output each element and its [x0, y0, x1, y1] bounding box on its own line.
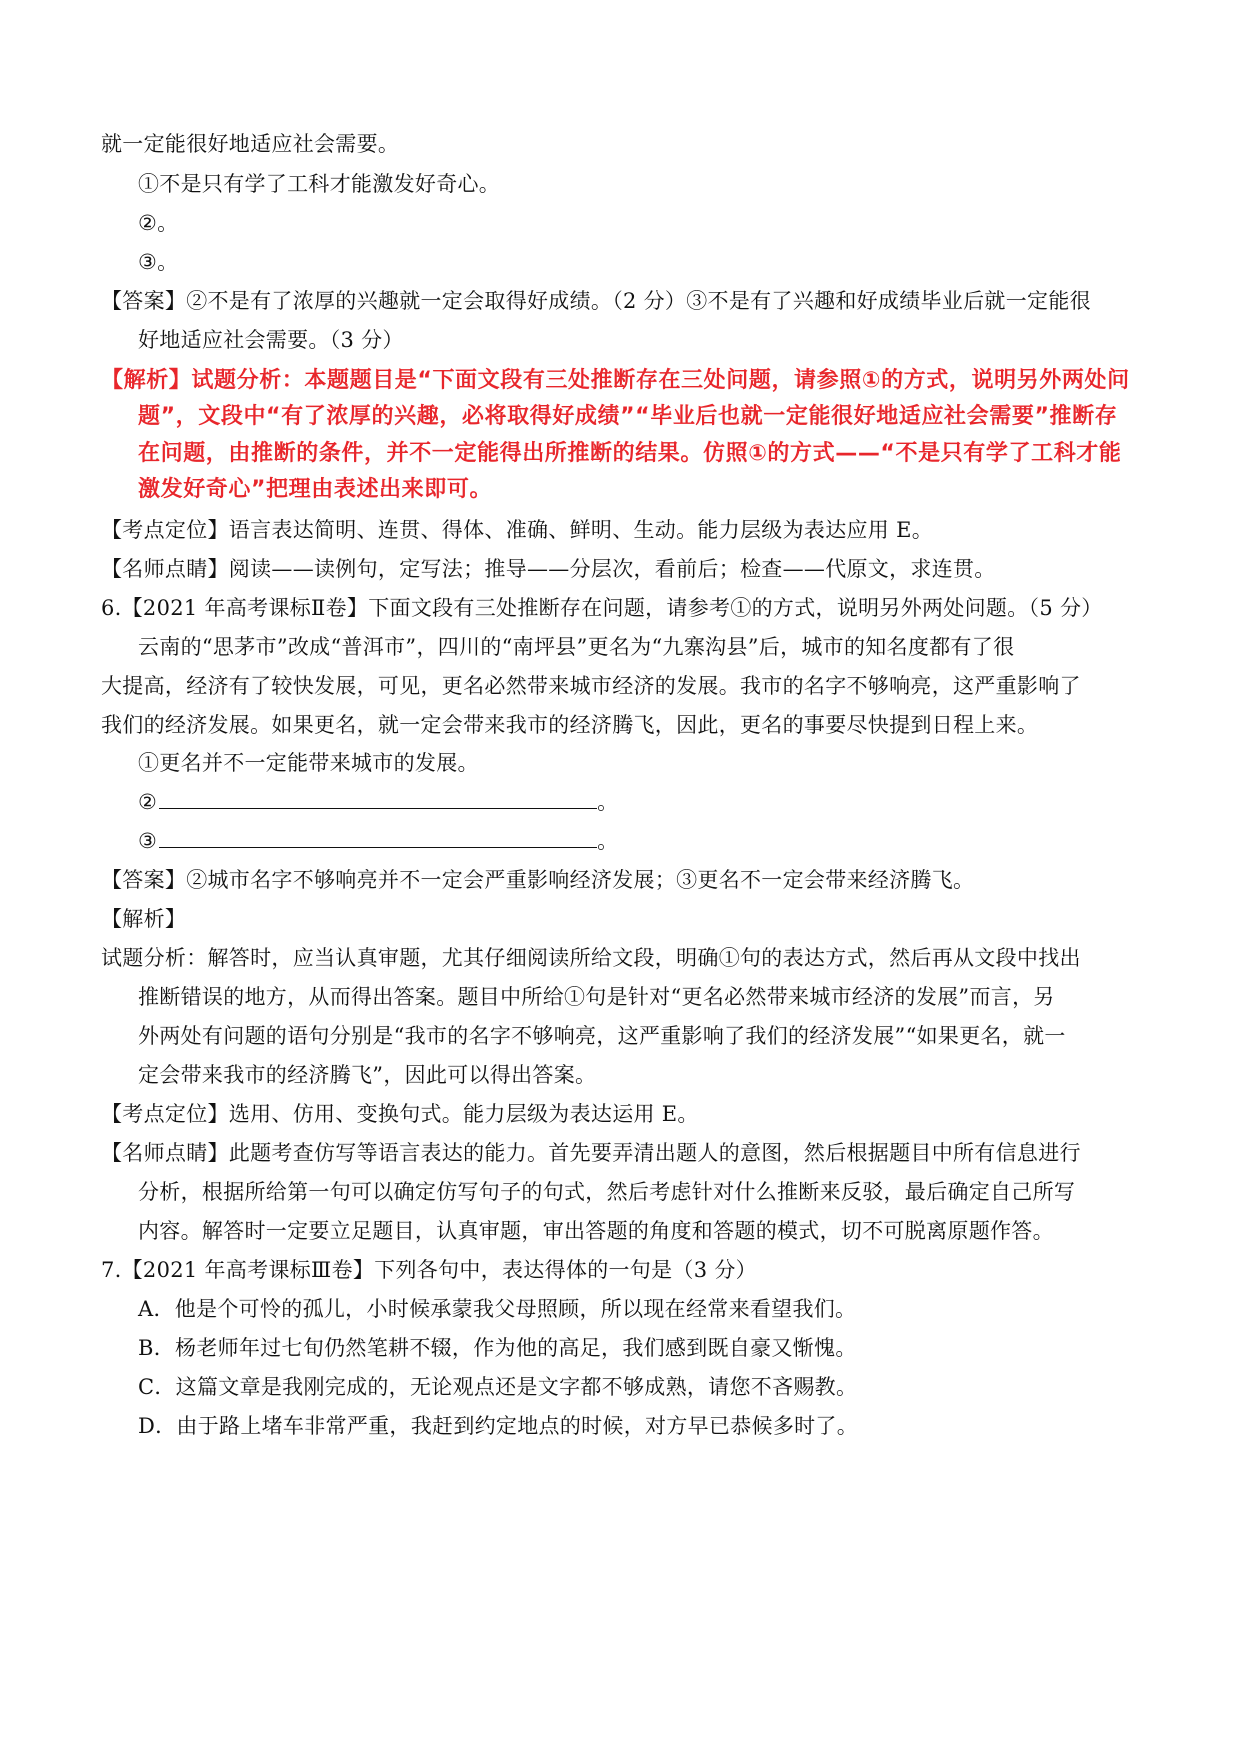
- analysis-line: 激发好奇心”把理由表述出来即可。: [138, 477, 493, 502]
- text-line: 我们的经济发展。如果更名，就一定会带来我市的经济腾飞，因此，更名的事要尽快提到日程上来。: [101, 713, 1039, 737]
- text-line: 大提高，经济有了较快发展，可见，更名必然带来城市经济的发展。我市的名字不够响亮，这严重影响了: [101, 674, 1081, 698]
- text-line: 定会带来我市的经济腾飞”，因此可以得出答案。: [138, 1063, 597, 1087]
- answer-line: 好地适应社会需要。（3 分）: [138, 328, 404, 352]
- text-line: 外两处有问题的语句分别是“我市的名字不够响亮，这严重影响了我们的经济发展”“如果更名，就一: [138, 1024, 1066, 1048]
- option-c: C．这篇文章是我刚完成的，无论观点还是文字都不够成熟，请您不吝赐教。: [138, 1375, 858, 1399]
- text-line: ③。: [138, 250, 179, 274]
- question-heading: 6.【2021 年高考课标Ⅱ卷】下面文段有三处推断存在问题，请参考①的方式，说明另外两处问题。（5 分）: [101, 596, 1103, 620]
- option-b: B．杨老师年过七旬仍然笔耕不辍，作为他的高足，我们感到既自豪又惭愧。: [138, 1336, 857, 1360]
- text-line: 【名师点睛】此题考查仿写等语言表达的能力。首先要弄清出题人的意图，然后根据题目中所有信息进行: [101, 1141, 1081, 1165]
- text-line: 云南的“思茅市”改成“普洱市”，四川的“南坪县”更名为“九寨沟县”后，城市的知名度都有了很: [138, 635, 1015, 659]
- text-line: 试题分析：解答时，应当认真审题，尤其仔细阅读所给文段，明确①句的表达方式，然后再从文段中找出: [101, 946, 1081, 970]
- text-line: 【名师点睛】阅读——读例句，定写法；推导——分层次，看前后；检查——代原文，求连贯。: [101, 557, 996, 581]
- text-line: ①更名并不一定能带来城市的发展。: [138, 751, 479, 775]
- blank-line: [138, 827, 618, 855]
- option-a: A．他是个可怜的孤儿，小时候承蒙我父母照顾，所以现在经常来看望我们。: [138, 1297, 857, 1321]
- analysis-line: 【解析】试题分析：本题题目是“下面文段有三处推断存在三处问题，请参照①的方式，说明另外两处问: [101, 368, 1130, 393]
- question-heading: 7.【2021 年高考课标Ⅲ卷】下列各句中，表达得体的一句是（3 分）: [101, 1258, 757, 1282]
- text-line: 内容。解答时一定要立足题目，认真审题，审出答题的角度和答题的模式，切不可脱离原题作答。: [138, 1219, 1054, 1243]
- answer-blank: [159, 790, 597, 809]
- text-line: ②。: [138, 211, 179, 235]
- blank-number: ③: [138, 829, 158, 853]
- text-line: 【考点定位】语言表达简明、连贯、得体、准确、鲜明、生动。能力层级为表达应用 E。: [101, 518, 934, 542]
- text-line: 推断错误的地方，从而得出答案。题目中所给①句是针对“更名必然带来城市经济的发展”而言，另: [138, 985, 1055, 1009]
- answer-blank: [159, 829, 597, 848]
- analysis-line: 在问题，由推断的条件，并不一定能得出所推断的结果。仿照①的方式——“不是只有学了工科才能: [138, 441, 1122, 466]
- analysis-line: 题”，文段中“有了浓厚的兴趣，必将取得好成绩”“毕业后也就一定能很好地适应社会需要”推断存: [138, 404, 1118, 429]
- answer-line: 【答案】②城市名字不够响亮并不一定会严重影响经济发展；③更名不一定会带来经济腾飞。: [101, 868, 975, 892]
- blank-line: [138, 788, 618, 816]
- blank-end: 。: [597, 829, 619, 853]
- text-line: 【考点定位】选用、仿用、变换句式。能力层级为表达运用 E。: [101, 1102, 699, 1126]
- blank-number: ②: [138, 790, 158, 814]
- option-d: D．由于路上堵车非常严重，我赶到约定地点的时候，对方早已恭候多时了。: [138, 1414, 859, 1438]
- blank-end: 。: [597, 790, 619, 814]
- text-line: 就一定能很好地适应社会需要。: [101, 132, 400, 156]
- analysis-heading: 【解析】: [101, 907, 187, 931]
- answer-line: 【答案】②不是有了浓厚的兴趣就一定会取得好成绩。（2 分）③不是有了兴趣和好成绩毕业后就一定能很: [101, 289, 1091, 313]
- text-line: 分析，根据所给第一句可以确定仿写句子的句式，然后考虑针对什么推断来反驳，最后确定自己所写: [138, 1180, 1076, 1204]
- text-line: ①不是只有学了工科才能激发好奇心。: [138, 172, 501, 196]
